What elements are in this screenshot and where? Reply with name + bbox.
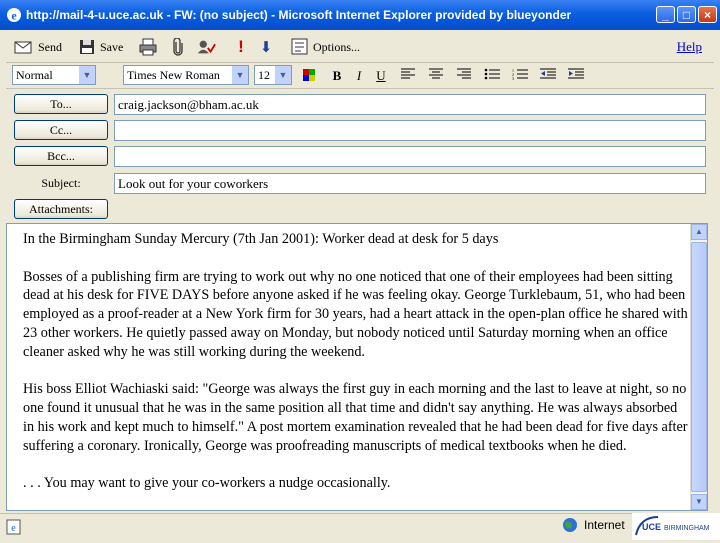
send-label: Send bbox=[38, 39, 62, 54]
font-value: Times New Roman bbox=[127, 68, 220, 82]
options-label: Options... bbox=[313, 39, 361, 54]
paperclip-icon bbox=[172, 38, 184, 56]
save-label: Save bbox=[100, 39, 124, 54]
message-paragraph: . . . You may want to give your co-workers a nudge occasionally. bbox=[23, 475, 391, 492]
scroll-thumb[interactable] bbox=[691, 242, 707, 492]
align-right-button[interactable] bbox=[455, 67, 473, 85]
uce-birmingham-logo-icon bbox=[632, 513, 720, 540]
printer-icon bbox=[138, 38, 158, 56]
numbering-button[interactable] bbox=[511, 67, 529, 85]
vertical-scrollbar[interactable] bbox=[690, 224, 707, 510]
font-color-button[interactable] bbox=[300, 65, 320, 87]
internet-explorer-icon bbox=[6, 7, 22, 23]
to-button[interactable]: To... bbox=[14, 94, 108, 114]
underline-button[interactable]: U bbox=[376, 68, 386, 83]
align-center-icon bbox=[429, 68, 443, 80]
style-value: Normal bbox=[16, 68, 53, 82]
scroll-up-icon[interactable]: ▲ bbox=[691, 224, 707, 240]
scroll-down-icon[interactable]: ▼ bbox=[691, 494, 707, 510]
align-center-button[interactable] bbox=[427, 67, 445, 85]
message-body[interactable] bbox=[6, 223, 708, 511]
options-button[interactable] bbox=[291, 36, 360, 58]
bullet-list-icon bbox=[484, 68, 500, 80]
font-size-select[interactable] bbox=[254, 65, 292, 85]
chevron-down-icon: ▼ bbox=[274, 66, 291, 84]
align-right-icon bbox=[457, 68, 471, 80]
svg-text:UCE: UCE bbox=[642, 522, 662, 532]
message-paragraph: Bosses of a publishing firm are trying to work out why no one noticed that one of their employees had been sitting dead at his desk for FIVE DAYS before anyone asked if he was feeling okay. George Turklebaum, 51, who had been employed as a proof-reader at a New York firm for 30 years, had a heart attack in the open-plan office he shared with 23 other workers. He quietly passed away on Monday, but nobody noticed until Saturday morning when an office cleaner asked why he was still working during the weekend. bbox=[23, 268, 688, 360]
align-left-button[interactable] bbox=[399, 67, 417, 85]
options-icon bbox=[291, 38, 309, 56]
svg-text:e: e bbox=[11, 8, 17, 23]
window-title: http://mail-4-u.uce.ac.uk - FW: (no subject) - Microsoft Internet Explorer provided by blueyonder bbox=[26, 8, 572, 22]
page-status-icon bbox=[6, 519, 22, 535]
decrease-indent-icon bbox=[540, 68, 556, 80]
font-color-icon bbox=[301, 67, 319, 85]
align-left-icon bbox=[401, 68, 415, 80]
svg-text:3: 3 bbox=[512, 76, 514, 80]
font-size-value: 12 bbox=[258, 68, 270, 82]
svg-text:2: 2 bbox=[512, 72, 514, 77]
chevron-down-icon: ▼ bbox=[78, 66, 95, 84]
maximize-button[interactable]: □ bbox=[677, 6, 696, 23]
to-field[interactable]: craig.jackson@bham.ac.uk bbox=[114, 94, 706, 115]
cc-button[interactable]: Cc... bbox=[14, 120, 108, 140]
bold-button[interactable]: B bbox=[332, 68, 342, 83]
minimize-button[interactable]: _ bbox=[656, 6, 675, 23]
numbered-list-icon bbox=[512, 68, 528, 80]
decrease-indent-button[interactable] bbox=[539, 67, 557, 85]
cc-field[interactable] bbox=[114, 120, 706, 141]
bullets-button[interactable] bbox=[483, 67, 501, 85]
bcc-button[interactable]: Bcc... bbox=[14, 146, 108, 166]
close-button[interactable]: × bbox=[698, 6, 717, 23]
chevron-down-icon: ▼ bbox=[231, 66, 248, 84]
message-paragraph: His boss Elliot Wachiaski said: "George was always the first guy in each morning and the last to leave at night, so no one found it unusual that he was in the same position all that time and didn't say anything. He was always absorbed in his work and kept much to himself." A post mortem examination revealed that he had been dead for five days after suffering a coronary. Ironically, George was proofreading manuscripts of medical textbooks when he died. bbox=[23, 381, 688, 454]
message-paragraph: In the Birmingham Sunday Mercury (7th Jan 2001): Worker dead at desk for 5 days bbox=[23, 231, 499, 247]
security-zone bbox=[562, 517, 625, 533]
message-text bbox=[23, 230, 691, 511]
send-icon bbox=[14, 39, 34, 55]
subject-field[interactable]: Look out for your coworkers bbox=[114, 173, 706, 194]
increase-indent-icon bbox=[568, 68, 584, 80]
attach-button[interactable] bbox=[168, 36, 188, 58]
uce-logo bbox=[632, 513, 720, 540]
send-button[interactable] bbox=[14, 36, 62, 58]
svg-text:BIRMINGHAM: BIRMINGHAM bbox=[664, 525, 710, 532]
italic-button[interactable]: I bbox=[356, 68, 362, 83]
format-toolbar bbox=[6, 62, 714, 89]
check-names-icon bbox=[196, 38, 216, 56]
help-link[interactable]: Help bbox=[676, 39, 702, 54]
attachments-button[interactable]: Attachments: bbox=[14, 199, 108, 219]
bcc-field[interactable] bbox=[114, 146, 706, 167]
font-select[interactable] bbox=[123, 65, 249, 85]
check-names-button[interactable] bbox=[196, 36, 216, 58]
style-select[interactable] bbox=[12, 65, 96, 85]
floppy-disk-icon bbox=[78, 39, 96, 55]
increase-indent-button[interactable] bbox=[567, 67, 585, 85]
message-toolbar bbox=[6, 31, 714, 63]
svg-text:1: 1 bbox=[512, 68, 514, 73]
svg-text:e: e bbox=[11, 523, 16, 534]
importance-low-button[interactable]: ⬇ bbox=[259, 39, 273, 56]
print-button[interactable] bbox=[138, 36, 158, 58]
title-bar[interactable] bbox=[0, 0, 720, 30]
subject-label: Subject: bbox=[41, 176, 81, 190]
security-zone-label: Internet bbox=[584, 518, 625, 532]
importance-high-button[interactable]: ! bbox=[238, 37, 244, 56]
globe-icon bbox=[562, 517, 578, 533]
save-button[interactable] bbox=[78, 36, 123, 58]
